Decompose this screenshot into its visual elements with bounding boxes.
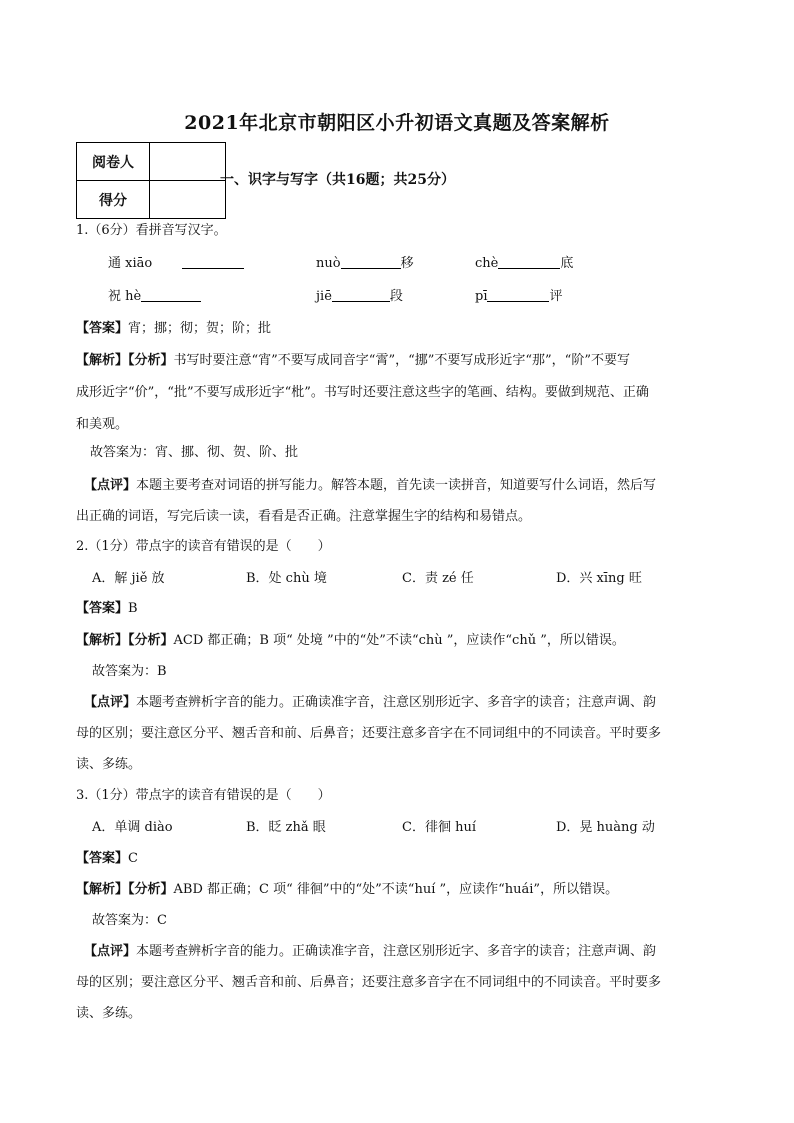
q1-item-a: [108, 255, 244, 273]
q1-comment-line-1: 本题主要考查对词语的拼写能力。解答本题，首先读一读拼音，知道要写什么词语，然后写: [136, 478, 657, 493]
q2-option-a: A．解 jiě 放: [92, 571, 165, 586]
q1-item-f: [475, 288, 563, 306]
q1-conclusion: 故答案为：宵、挪、彻、贺、阶、批: [90, 445, 299, 460]
q3-answer-label: 【答案】: [76, 851, 129, 866]
q1-item-f-char: 评: [549, 289, 563, 304]
reviewer-cell: [150, 143, 226, 181]
q2-analysis-line-1: ACD 都正确；B 项“ 处境 ”中的“处”不读“chù ”，应读作“chǔ ”，所以错误。: [173, 633, 625, 648]
reviewer-label: 阅卷人: [77, 143, 150, 181]
q3-analysis-label: 【解析】【分析】: [76, 882, 174, 897]
q2-comment-line-3: 读、多练。: [76, 757, 142, 772]
score-label: 得分: [77, 181, 150, 219]
q2-comment-label: 【点评】: [84, 695, 137, 710]
q1-item-c-char: 底: [560, 256, 574, 271]
q2-option-c: C．责 zé 任: [402, 571, 474, 586]
score-cell: [150, 181, 226, 219]
q2-answer-text: B: [128, 601, 138, 616]
q1-comment-line-2: 出正确的词语，写完后读一读，看看是否正确。注意掌握生字的结构和易错点。: [76, 509, 532, 524]
q2-option-b: B．处 chù 境: [246, 571, 327, 586]
q3-comment: [84, 943, 656, 961]
q1-item-c: [475, 255, 573, 273]
q3-analysis-line-1: ABD 都正确；C 项“ 徘徊”中的“处”不读“huí ”，应读作“huái”，所以错误。: [173, 882, 619, 897]
q3-option-c: C．徘徊 huí: [402, 820, 476, 835]
q2-conclusion: 故答案为：B: [92, 664, 167, 679]
q3-answer: [76, 850, 138, 868]
q1-item-b-char: 移: [400, 256, 414, 271]
q1-analysis-line-2: 成形近字“价”，“批”不要写成形近字“枇”。书写时还要注意这些字的笔画、结构。要做到规范、正确: [76, 385, 649, 400]
grader-table: [76, 142, 226, 219]
q3-comment-line-3: 读、多练。: [76, 1006, 142, 1021]
q1-analysis-label: 【解析】【分析】: [76, 353, 174, 368]
q1-item-a-pinyin: 通 xiāo: [108, 256, 153, 271]
section-title: 一、识字与写字（共16题；共25分）: [220, 172, 455, 188]
q1-comment: [84, 477, 656, 495]
q3-stem: 3.（1分）带点字的读音有错误的是（ ）: [76, 788, 331, 803]
q1-item-d: [108, 288, 201, 306]
page-title: 2021年北京市朝阳区小升初语文真题及答案解析: [184, 112, 610, 134]
q2-stem: 2.（1分）带点字的读音有错误的是（ ）: [76, 539, 331, 554]
q1-item-e: [316, 288, 403, 306]
q1-item-e-char: 段: [389, 289, 403, 304]
q1-answer: [76, 320, 271, 338]
q3-option-d: D．晃 huàng 动: [556, 820, 655, 835]
q1-analysis-line-3: 和美观。: [76, 417, 129, 432]
q3-comment-line-2: 母的区别；要注意区分平、翘舌音和前、后鼻音；还要注意多音字在不同词组中的不同读音。平时要多: [76, 975, 662, 990]
q1-blank-b: [341, 268, 401, 269]
q3-option-a: A．单调 diào: [92, 820, 173, 835]
q2-analysis: [76, 632, 625, 650]
q1-answer-text: 宵；挪；彻；贺；阶；批: [128, 321, 272, 336]
q1-analysis: [76, 352, 630, 370]
q3-answer-text: C: [128, 851, 138, 866]
q3-comment-label: 【点评】: [84, 944, 137, 959]
q2-option-d: D．兴 xīng 旺: [556, 571, 642, 586]
q1-comment-label: 【点评】: [84, 478, 137, 493]
q1-blank-c: [498, 268, 560, 269]
q1-item-b-pinyin: nuò: [316, 256, 341, 271]
q2-analysis-label: 【解析】【分析】: [76, 633, 174, 648]
q1-item-d-pinyin: 祝 hè: [108, 289, 142, 304]
q3-analysis: [76, 881, 618, 899]
q2-answer: [76, 600, 138, 618]
q1-item-e-pinyin: jiē: [316, 289, 332, 304]
q2-comment-line-2: 母的区别；要注意区分平、翘舌音和前、后鼻音；还要注意多音字在不同词组中的不同读音。平时要多: [76, 726, 662, 741]
q1-blank-a: [182, 268, 244, 269]
q1-item-c-pinyin: chè: [475, 256, 499, 271]
q3-comment-line-1: 本题考查辨析字音的能力。正确读准字音，注意区别形近字、多音字的读音；注意声调、韵: [136, 944, 657, 959]
q1-item-b: [316, 255, 414, 273]
q1-blank-d: [141, 301, 201, 302]
q1-analysis-line-1: 书写时要注意“宵”不要写成同音字“霄”，“挪”不要写成形近字“那”，“阶”不要写: [173, 353, 630, 368]
q1-answer-label: 【答案】: [76, 321, 129, 336]
q3-conclusion: 故答案为：C: [92, 913, 167, 928]
q1-item-f-pinyin: pī: [475, 289, 488, 304]
q1-blank-f: [487, 301, 549, 302]
q1-stem: 1.（6分）看拼音写汉字。: [76, 223, 227, 238]
q2-comment: [84, 694, 656, 712]
q2-comment-line-1: 本题考查辨析字音的能力。正确读准字音，注意区别形近字、多音字的读音；注意声调、韵: [136, 695, 657, 710]
q3-option-b: B．眨 zhǎ 眼: [246, 820, 326, 835]
q1-blank-e: [332, 301, 390, 302]
q2-answer-label: 【答案】: [76, 601, 129, 616]
